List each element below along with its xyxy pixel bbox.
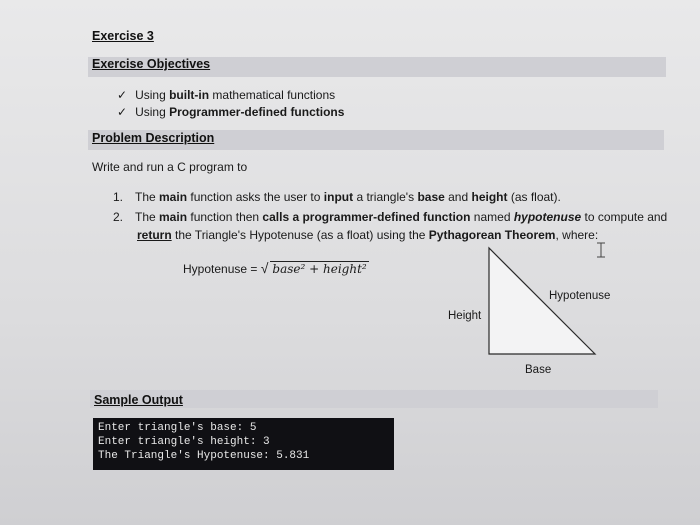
exercise-title: Exercise 3 (92, 29, 154, 43)
sample-output-heading: Sample Output (94, 393, 183, 407)
triangle-base-label: Base (525, 364, 552, 376)
checkmark-icon: ✓ (117, 88, 128, 102)
triangle-hypotenuse-label: Hypotenuse (549, 290, 611, 302)
problem-step-2-continued: return the Triangle's Hypotenuse (as a float) using the Pythagorean Theorem, where: (137, 228, 599, 242)
objective-item-programmer-defined: ✓ Using Programmer-defined functions (117, 105, 345, 119)
console-line: Enter triangle's base: 5 (98, 422, 257, 434)
console-line: Enter triangle's height: 3 (98, 436, 270, 448)
problem-step-1: 1. The main function asks the user to input a triangle's base and height (as float). (113, 190, 561, 204)
problem-intro: Write and run a C program to (92, 160, 248, 174)
objectives-heading: Exercise Objectives (92, 57, 211, 71)
console-output (93, 418, 394, 470)
hypotenuse-formula: Hypotenuse = √ base² + height² (183, 260, 367, 276)
problem-step-2: 2. The main function then calls a programmer-defined function named hypotenuse to compute and (113, 210, 668, 224)
console-line: The Triangle's Hypotenuse: 5.831 (98, 450, 310, 462)
triangle-height-label: Height (448, 310, 482, 322)
problem-heading: Problem Description (92, 131, 215, 145)
checkmark-icon: ✓ (117, 105, 128, 119)
objective-item-builtin: ✓ Using built-in mathematical functions (117, 88, 336, 102)
